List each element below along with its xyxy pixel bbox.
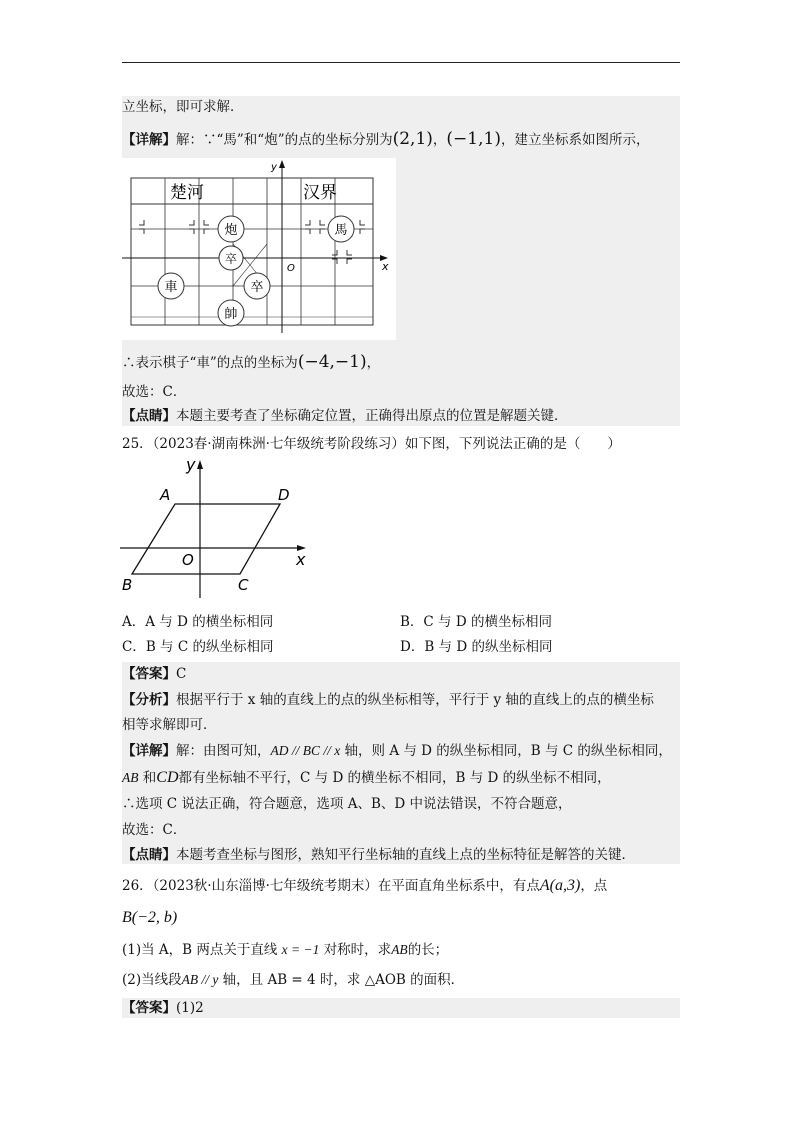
- origin-label: O: [287, 263, 295, 274]
- question-25-stem: 25．（2023春·湖南株洲·七年级统考阶段练习）如下图，下列说法正确的是（ ）: [122, 436, 621, 452]
- x-axis-label: x: [382, 260, 389, 273]
- piece-zu-1-label: 卒: [224, 252, 238, 266]
- analysis-line-2: 相等求解即可．: [122, 717, 217, 733]
- choose-line-25: 故选：C．: [122, 822, 187, 838]
- parallelogram-figure: [118, 452, 318, 602]
- y-axis-label: y: [271, 162, 277, 173]
- detail-line-25-1: 【详解】解：由图可知，AD // BC // x 轴，则 A 与 D 的纵坐标相同，B 与 C 的纵坐标相同，: [122, 743, 672, 759]
- choose-line-24: 故选：C．: [122, 384, 187, 400]
- option-a: A．A 与 D 的横坐标相同: [122, 614, 274, 630]
- detail-line: 【详解】解：∵“馬”和“炮”的点的坐标分别为(2,1)，(−1,1)，建立坐标系如图所示，: [122, 129, 650, 149]
- q25-x-label: x: [296, 550, 306, 569]
- chessboard-figure: [122, 158, 396, 340]
- answer-line-26: 【答案】(1)2: [122, 1000, 204, 1016]
- answer-line-25: 【答案】C: [122, 666, 187, 682]
- vertex-c-label: C: [238, 576, 249, 594]
- vertex-a-label: A: [160, 486, 171, 504]
- detail-tag: 【详解】: [122, 132, 176, 148]
- tip-line-24: 【点睛】本题主要考查了坐标确定位置，正确得出原点的位置是解题关键．: [122, 408, 568, 424]
- river-label-right: 汉界: [303, 183, 337, 203]
- question-26-stem-2: B(−2, b): [122, 909, 178, 926]
- q25-y-label: y: [186, 455, 196, 474]
- conclusion-line: ∴表示棋子“車”的点的坐标为(−4,−1)，: [122, 352, 381, 372]
- analysis-line-1: 【分析】根据平行于 x 轴的直线上的点的纵坐标相等，平行于 y 轴的直线上的点的横坐标: [122, 692, 654, 708]
- piece-che-label: 車: [164, 280, 178, 295]
- option-b: B．C 与 D 的横坐标相同: [400, 614, 552, 630]
- q25-origin-label: O: [182, 551, 194, 569]
- tip-line-25: 【点睛】本题考查坐标与图形，熟知平行坐标轴的直线上点的坐标特征是解答的关键．: [122, 847, 635, 863]
- piece-ma-label: 馬: [334, 223, 348, 238]
- detail-line-25-2: AB 和CD都有坐标轴不平行，C 与 D 的横坐标不相同，B 与 D 的纵坐标不相同，: [122, 769, 611, 786]
- question-26-stem-1: 26．（2023秋·山东淄博·七年级统考期末）在平面直角坐标系中，有点A(a,3)，点: [122, 877, 608, 894]
- vertex-b-label: B: [122, 576, 133, 594]
- piece-shuai-label: 帥: [224, 307, 238, 322]
- parallelogram-abcd: [132, 504, 280, 574]
- question-26-part-1: (1)当 A，B 两点关于直线 x = −1 对称时，求AB的长；: [122, 942, 449, 958]
- piece-pao-label: 炮: [224, 223, 238, 238]
- option-d: D．B 与 D 的纵坐标相同: [400, 639, 553, 655]
- detail-line-25-3: ∴选项 C 说法正确，符合题意，选项 A、B、D 中说法错误，不符合题意，: [122, 796, 572, 812]
- vertex-d-label: D: [278, 486, 290, 504]
- answer-shade-26: [122, 998, 680, 1018]
- header-rule: [122, 62, 680, 63]
- continued-text: 立坐标，即可求解．: [122, 99, 244, 115]
- question-26-part-2: (2)当线段AB // y 轴，且 AB = 4 时，求 △AOB 的面积．: [122, 972, 465, 988]
- piece-zu-2-label: 卒: [250, 280, 264, 295]
- river-label-left: 楚河: [170, 183, 204, 203]
- option-c: C．B 与 C 的纵坐标相同: [122, 639, 274, 655]
